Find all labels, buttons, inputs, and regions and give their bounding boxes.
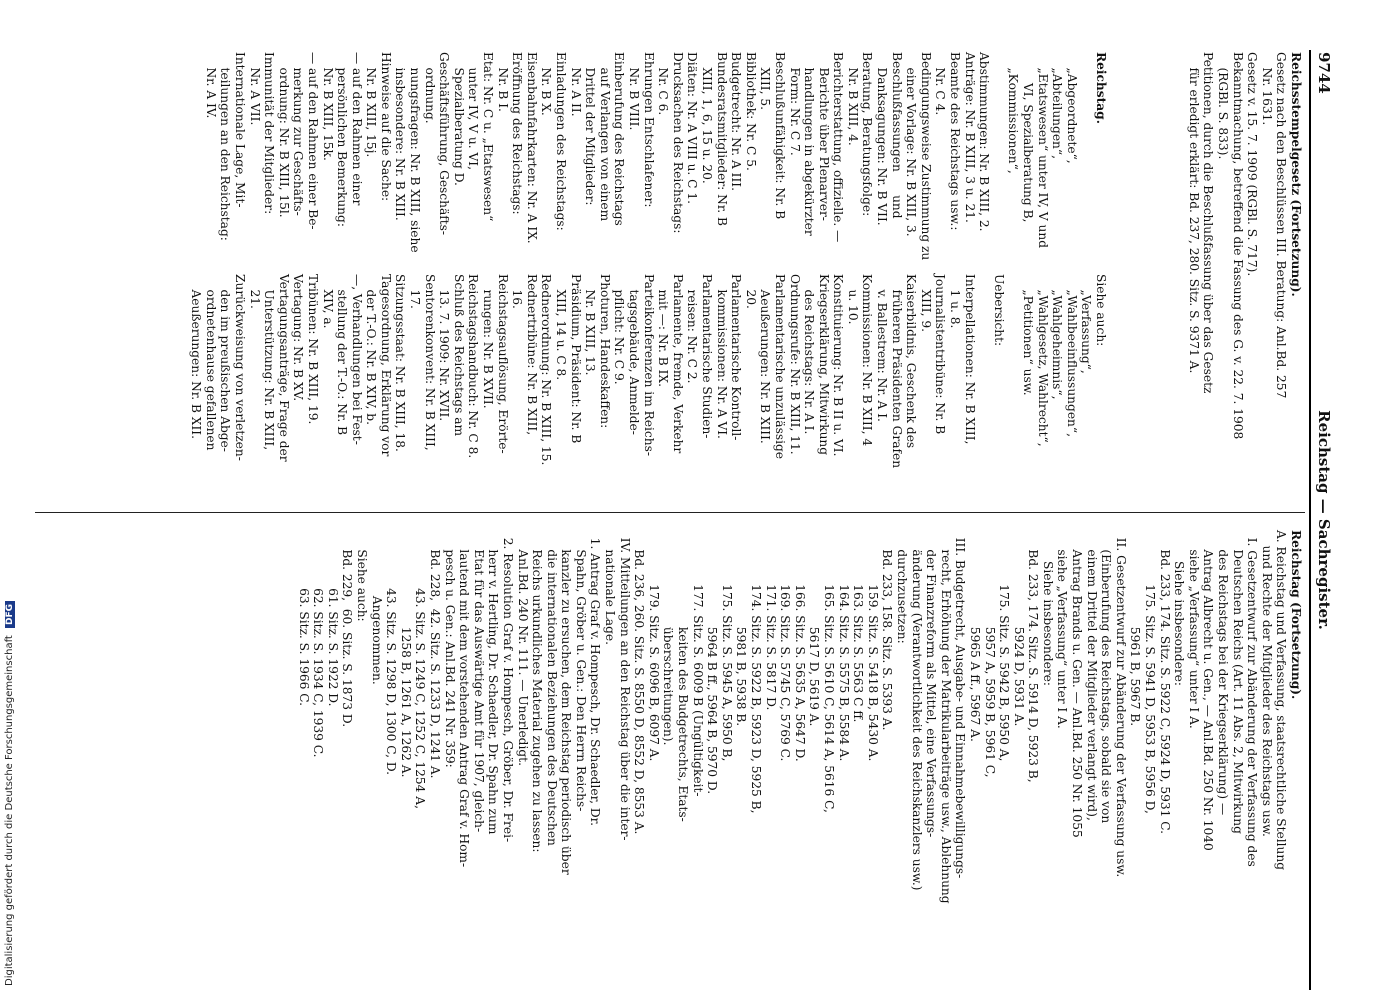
text-line: Parlamente, fremde, Verkehr <box>670 274 685 454</box>
text-line: Zurückweisung von verletzen- <box>232 274 247 461</box>
text-line: kanzler zu ersuchen, dem Reichstag periodisch über <box>559 530 574 875</box>
text-line <box>1006 274 1021 496</box>
text-line: Nr. C 6. <box>656 52 671 116</box>
text-line: Beschlußunfähigkeit: Nr. B <box>772 52 787 220</box>
text-line: Photuren, Handeskaffen: <box>597 274 612 429</box>
text-line: Geschäftsführung, Geschäfts- <box>437 52 452 236</box>
text-line: tagsgebäude, Anmelde- <box>627 274 641 435</box>
reichstag-verfassung-entries <box>296 530 1303 982</box>
text-line: 21. <box>247 274 262 309</box>
text-line: Bd. 229, 60. Sitz. S. 1873 D. <box>340 530 355 728</box>
text-line: 164. Sitz. S. 5575 B, 5584 A. <box>836 530 851 762</box>
text-line: Immunität der Mitglieder: <box>262 52 277 215</box>
text-line: kommissionen: Nr. A VI. <box>714 274 729 439</box>
text-line: „Verfassung“, <box>1079 274 1094 374</box>
text-line: Angenommen. <box>369 530 384 685</box>
text-line: Sitzungsstaat: Nr. B XIII, 18. <box>393 274 408 452</box>
text-line: II. Gesetzentwurf zur Abänderung der Verfassung usw. <box>1113 530 1128 878</box>
text-line: Internationale Lage, Mit- <box>232 52 247 208</box>
text-line: rungen: Nr. B XVII. <box>481 274 496 409</box>
text-line: XIII, 14 u. C 8. <box>554 274 569 381</box>
text-line: 1. Antrag Graf v. Hompesch, Dr. Schaedler, Dr. <box>588 530 603 826</box>
text-line: XIII, 5. <box>758 52 773 110</box>
text-line: unter IV, V u. VI, <box>466 52 481 170</box>
digitization-credit <box>4 601 15 986</box>
text-line: Parteikonferenzen im Reichs- <box>641 274 656 456</box>
text-line: des Reichstags: Nr. A I. <box>802 274 817 435</box>
text-line: nungsfragen: Nr. B XIII, siehe <box>408 52 423 253</box>
text-line: XIII, 9. <box>918 274 933 332</box>
running-title: Reichstag — Sachregister. <box>1315 410 1333 630</box>
text-line: 1 u. 8. <box>948 274 963 329</box>
text-line: Drittel der Mitglieder: <box>583 52 598 206</box>
text-line: Abstimmungen: Nr. B XIII, 2. <box>977 52 992 232</box>
text-line: Reichs urkundliches Material zugehen zu lassen: <box>530 530 545 853</box>
text-line: Kaiserbildnis, Geschenk des <box>904 274 919 449</box>
text-line: Bibliothek: Nr. C 5. <box>743 52 758 171</box>
text-line: Reichstag (Fortsetzung). <box>1289 530 1303 700</box>
text-line: recht, Erhöhung der Matrikularbeiträge usw., Ablehnung <box>938 530 953 904</box>
text-line: Sentorenkonvent: Nr. B XIII, <box>422 274 437 451</box>
text-line: Reichstagsauflösung, Erörte- <box>495 274 510 454</box>
text-line: insbesondere: Nr. B XIII. <box>393 52 408 221</box>
text-line: überschreitungen). <box>661 530 676 746</box>
text-line: Beratung, Beratungsfolge: <box>860 52 875 217</box>
text-line: Nr. B I. <box>495 52 510 112</box>
text-line: Spezialberatung D. <box>451 52 466 186</box>
text-line: Drucksachen des Reichstags: <box>670 52 685 234</box>
text-line: Aeußerungen: Nr. B XIII. <box>758 274 773 444</box>
text-line: 63. Sitz. S. 1966 C. <box>296 530 311 706</box>
text-line: mit —: Nr. B IX. <box>656 274 671 387</box>
text-line: 177. Sitz. S. 6009 B (Ungültigkeit- <box>690 530 705 797</box>
text-line: Bekanntmachung, betreffend die Fassung des G. v. 22. 7. 1908 <box>1230 52 1245 440</box>
credit-text: Digitalisierung gefördert durch die Deutsche Forschungsgemeinschaft <box>4 635 15 986</box>
text-line: VI, Spezialberatung B, <box>1021 52 1036 223</box>
text-line: 166. Sitz. S. 5635 A, 5647 D. <box>792 530 807 762</box>
text-line: Siehe insbesondere: <box>1172 530 1187 687</box>
text-line: pesch u. Gen.: Anl.Bd. 241 Nr. 359: <box>442 530 457 768</box>
text-line: Danksagungen: Nr. B VII. <box>875 52 890 226</box>
text-line: Ordnungsrufe: Nr. B XIII, 11. <box>787 274 802 455</box>
text-line: Budgetrecht: Nr. A III. <box>729 52 744 192</box>
text-line: 165. Sitz. S. 5610 C, 5614 A, 5616 C, <box>822 530 836 813</box>
text-line: Nr. B XIII, 15j. <box>364 52 379 158</box>
text-line: und Rechte der Mitglieder des Reichstags usw. <box>1259 530 1274 837</box>
text-line: 5961 B, 5967 B. <box>1128 530 1143 727</box>
text-line: Gesetz nach den Beschlüssen III. Beratung: Anl.Bd. 257 <box>1274 52 1289 399</box>
text-line: früheren Präsidenten Grafen <box>889 274 904 469</box>
text-line: „Petitionen“ usw. <box>1021 274 1036 396</box>
text-line: Einladungen des Reichstags: <box>554 52 569 231</box>
text-line: Nr. A VII. <box>247 52 262 126</box>
text-line: 5924 D, 5931 A. <box>1011 530 1026 727</box>
text-line: Anl.Bd. 240 Nr. 111. — Unerledigt. <box>515 530 530 766</box>
text-line: Antrag Brands u. Gen. — Anl.Bd. 250 Nr. 1055 <box>1070 530 1085 838</box>
text-line: 179. Sitz. S. 6096 B, 6097 A. <box>646 530 661 762</box>
text-line: siehe „Verfassung“ unter I A. <box>1186 530 1201 729</box>
text-line: 43. Sitz. S. 1298 D, 1300 C, D. <box>384 530 399 776</box>
text-line: Siehe auch: <box>1094 274 1108 347</box>
text-line: Reichstagshandbuch: Nr. C 8. <box>466 274 481 459</box>
text-line: Eröffnung des Reichstags: <box>510 52 525 215</box>
text-line: „Etatswesen“ unter IV, V und <box>1035 52 1050 249</box>
text-line: ordnung: Nr. B XIII, 15l. <box>276 52 291 218</box>
reichstag-index-right <box>189 274 1108 496</box>
text-line: Parlamentarische unzulässige <box>772 274 787 459</box>
text-line: des Reichstags bei der Kriegserklärung) — <box>1216 530 1231 816</box>
text-line: den im preußischen Abge- <box>218 274 233 452</box>
rotated-document-page <box>35 50 1335 990</box>
text-line: Interpellationen: Nr. B XIII, <box>962 274 977 445</box>
text-line: Einberufung des Reichstags <box>612 52 627 226</box>
text-line: u. 10. <box>845 274 860 325</box>
column-divider <box>35 512 1305 513</box>
dfg-logo: DFG <box>5 601 15 628</box>
text-line: Ehrungen Entschlafener: <box>641 52 656 208</box>
text-line: Bd. 233, 158. Sitz. S. 5393 A. <box>880 530 895 731</box>
text-line: Vertagungsanträge, Frage der <box>276 274 291 462</box>
text-line: Nr. B VIII. <box>627 52 641 131</box>
text-line: (RGBl. S. 833). <box>1216 52 1231 160</box>
text-line: XIII, 1, 6, 15 u. 20. <box>699 52 714 184</box>
text-line: 5964 B ff., 5964 B, 5970 D. <box>705 530 720 795</box>
text-line: Nr. B XIII, 4. <box>845 52 860 146</box>
page-header <box>1309 50 1335 990</box>
stempelgesetz-entry <box>1186 52 1303 497</box>
right-column <box>296 530 1303 982</box>
text-line: Bd. 228, 42. Sitz. S. 1233 D, 1241 A. <box>427 530 442 779</box>
text-line: Nr. B X. <box>539 52 554 116</box>
text-line: änderung (Verantwortlichkeit des Reichskanzlers usw.) <box>909 530 924 891</box>
text-line: Reichsstempelgesetz (Fortsetzung). <box>1289 52 1303 297</box>
text-line: „Wahlbeeinflussungen“, <box>1064 274 1079 437</box>
text-line: Bedingungsweise Zustimmung zu <box>918 52 933 261</box>
text-line: Beamte des Reichstags usw.: <box>948 52 963 231</box>
text-line: Nr. B XIII, 15k. <box>320 52 335 161</box>
text-line: 13. 7. 1909: Nr. XVII. <box>437 274 452 422</box>
text-line: Parlamentarische Studien- <box>699 274 714 439</box>
text-line: „Abgeordnete“, <box>1064 52 1079 164</box>
text-line: Nr. C 4. <box>933 52 948 116</box>
text-line: herr v. Hertling, Dr. Schaedler, Dr. Spahn zum <box>486 530 501 835</box>
text-line: „Wahlgeheimnis“, <box>1050 274 1065 400</box>
text-line: Petitionen, durch die Beschlußfassung über das Gesetz <box>1201 52 1216 394</box>
text-line: Nr. A II. <box>568 52 583 117</box>
text-line: 5617 D, 5619 A. <box>807 530 822 727</box>
text-line: Bundesratsmitglieder: Nr. B <box>714 52 729 227</box>
text-line: 43. Sitz. S. 1249 C, 1252 C, 1254 A, <box>413 530 428 809</box>
text-line: 159. Sitz. S. 5418 B, 5430 A. <box>865 530 880 762</box>
text-line: Form: Nr. C 7. <box>787 52 802 156</box>
text-line <box>977 274 992 496</box>
text-line: Etat für das Auswärtige Amt für 1907, gleich- <box>471 530 486 833</box>
text-line: die internationalen Beziehungen des Deutschen <box>544 530 559 846</box>
text-line: Aeußerungen: Nr. B XII. <box>189 274 204 439</box>
text-line: v. Ballestrem: Nr. A I. <box>875 274 890 422</box>
text-line: Parlamentarische Kontroll- <box>729 274 744 441</box>
text-line: 5965 A ff., 5967 A. <box>967 530 982 742</box>
text-line: „Abteilungen“, <box>1050 52 1065 159</box>
text-line: Eisenbahnfahrkarten: Nr. A IX. <box>524 52 539 244</box>
text-line: Nr. A IV. <box>203 52 218 119</box>
text-line: Berichte über Plenarver- <box>816 52 831 221</box>
text-line: Konstituierung: Nr. B II u. VI. <box>831 274 846 457</box>
text-line: auf Verlangen von einem <box>597 52 612 222</box>
text-line: 16. <box>510 274 525 309</box>
text-line: 20. <box>743 274 758 309</box>
text-line: der Finanzreform als Mittel, eine Verfassungs- <box>924 530 939 838</box>
text-line: Rednertribüne: Nr. B XIII, <box>524 274 539 436</box>
text-line: Diäten: Nr. A VIII u. C 1. <box>685 52 700 204</box>
text-line: 17. <box>408 274 423 309</box>
left-column <box>43 52 1303 497</box>
text-line: Siehe auch: <box>355 530 369 622</box>
text-line: 174. Sitz. S. 5922 B, 5923 D, 5925 B, <box>749 530 764 814</box>
text-line: pflicht: Nr. C 9. <box>612 274 627 385</box>
text-line: teilungen an den Reichstag: <box>218 52 233 241</box>
text-line: — auf den Rahmen einer <box>349 52 364 206</box>
text-line: durchzusetzen: <box>894 530 909 644</box>
text-line: Siehe insbesondere: <box>1040 530 1055 687</box>
text-line: Vertagung: Nr. B XV. <box>291 274 306 402</box>
text-line: siehe „Verfassung“ unter I A. <box>1055 530 1070 729</box>
text-line: handlungen in abgekürzter <box>802 52 817 236</box>
text-line: I. Gesetzentwurf zur Abänderung der Verfassung des <box>1245 530 1260 867</box>
text-line: nationale Lage. <box>603 530 618 645</box>
text-line: 2. Resolution Graf v. Hompesch, Gröber, Dr. Frei- <box>500 530 515 843</box>
text-line: 171. Sitz. S. 5817 D. <box>763 530 778 711</box>
text-line: 5981 B, 5938 B. <box>734 530 749 727</box>
text-line: stellung der T.-O.: Nr. B <box>335 274 350 436</box>
text-line: Beschlußfassungen und <box>889 52 904 219</box>
text-line: Kommissionen: Nr. B XIII, 4 <box>860 274 875 447</box>
text-line: Gesetz v. 15. 7. 1909 (RGBl. S. 717). <box>1245 52 1260 277</box>
text-line: XIV, a. <box>320 274 335 329</box>
text-line: „Wahlgesetz, Wahlrecht“, <box>1035 274 1050 447</box>
text-line: Hinweise auf die Sache: <box>378 52 393 202</box>
text-line: einer Vorlage: Nr. B XIII, 3. <box>904 52 919 237</box>
text-line: Deutschen Reichs (Art. 11 Abs. 2, Mitwirkung <box>1230 530 1245 834</box>
text-line: merkung zur Geschäfts- <box>291 52 306 216</box>
text-line: Kriegserklärung, Mitwirkung <box>816 274 831 456</box>
text-line: Unterstützung: Nr. B XIII, <box>262 274 277 451</box>
text-line: 175. Sitz. S. 5941 D, 5953 B, 5956 D, <box>1143 530 1158 814</box>
text-line: Berichterstattung, offizielle. — <box>831 52 846 243</box>
header-rule <box>1309 50 1311 990</box>
text-line: (Einberufung des Reichstags, sobald sie von <box>1099 530 1114 824</box>
text-line: für erledigt erklärt: Bd. 237, 280. Sitz. S. 9371 A. <box>1186 52 1201 374</box>
text-line: Bd. 233, 174. Sitz. S. 5914 D, 5923 B, <box>1026 530 1041 783</box>
text-line: 61. Sitz. S. 1922 D. <box>325 530 340 707</box>
text-line: Spahn, Gröber u. Gen.: Den Herrn Reichs- <box>573 530 588 812</box>
text-line: —, Verhandlungen bei Fest- <box>349 274 364 445</box>
text-line: 62. Sitz. S. 1934 C, 1939 C. <box>311 530 326 758</box>
text-line <box>991 52 1006 267</box>
text-line: Tagesordnung, Erklärung vor <box>378 274 393 457</box>
text-line: 1258 B, 1261 A, 1262 A. <box>398 530 413 778</box>
text-line: III. Budgetrecht, Ausgabe- und Einnahmebewilligungs- <box>953 530 968 879</box>
text-line: Etat: Nr. C u. „Etatswesen“ <box>481 52 496 222</box>
reichstag-index-left <box>203 52 1108 267</box>
text-line: ordnetenhause gefallenen <box>203 274 218 451</box>
text-line: Nr. 1631. <box>1259 52 1274 126</box>
text-line: Reichstag. <box>1094 52 1108 124</box>
page-number: 9744 <box>1315 52 1333 94</box>
text-line: — auf den Rahmen einer Be- <box>305 52 320 230</box>
text-line: 175. Sitz. S. 5942 B, 5950 A, <box>997 530 1012 762</box>
text-line: der T.-O.: Nr. B XIV, b. <box>364 274 379 425</box>
text-line: Tribünen: Nr. B XIII, 19. <box>305 274 320 425</box>
text-line: ordnung. <box>422 52 437 124</box>
text-line: Uebersicht: <box>991 274 1006 347</box>
text-line: reisen: Nr. C 2. <box>685 274 700 384</box>
text-line: 163. Sitz. S. 5563 C ff. <box>851 530 866 723</box>
text-line: „Kommissionen“, <box>1006 52 1021 174</box>
text-line: Anträge: Nr. B XIII, 3 u. 21. <box>962 52 977 223</box>
text-line: A. Reichstag und Verfassung, staatsrechtliche Stellung <box>1274 530 1289 870</box>
text-line: 175. Sitz. S. 5945 A, 5950 B, <box>719 530 734 762</box>
text-line: persönlichen Bemerkung: <box>335 52 350 227</box>
text-line: Antrag Albrecht u. Gen., — Anl.Bd. 250 Nr. 1040 <box>1201 530 1216 851</box>
text-line: Journalistentribüne: Nr. B <box>933 274 948 435</box>
text-line: Schluß des Reichstags am <box>451 274 466 437</box>
text-line: 5957 A, 5959 B, 5961 C, <box>982 530 997 778</box>
text-line: Rednerordnung: Nr. B XIII, 15. <box>539 274 554 466</box>
text-line: IV. Mitteilungen an den Reichstag über die inter- <box>617 530 632 841</box>
text-line <box>1079 52 1094 267</box>
text-line: einem Drittel der Mitglieder verlangt wird), <box>1084 530 1099 821</box>
text-line: 169. Sitz. S. 5745 C, 5769 C. <box>778 530 793 762</box>
text-line: keiten des Budgetrechts, Etats- <box>676 530 691 822</box>
text-line: Bd. 236, 260. Sitz. S. 8550 D, 8552 D, 8553 A. <box>632 530 647 835</box>
text-line: Nr. B XIII, 13. <box>583 274 598 376</box>
text-line: Bd. 233, 174. Sitz. S. 5922 C, 5924 D, 5931 C. <box>1157 530 1172 835</box>
text-line: lautend mit dem vorstehenden Antrag Graf v. Hom- <box>457 530 472 868</box>
text-line: Präsidium, Präsident: Nr. B <box>568 274 583 444</box>
